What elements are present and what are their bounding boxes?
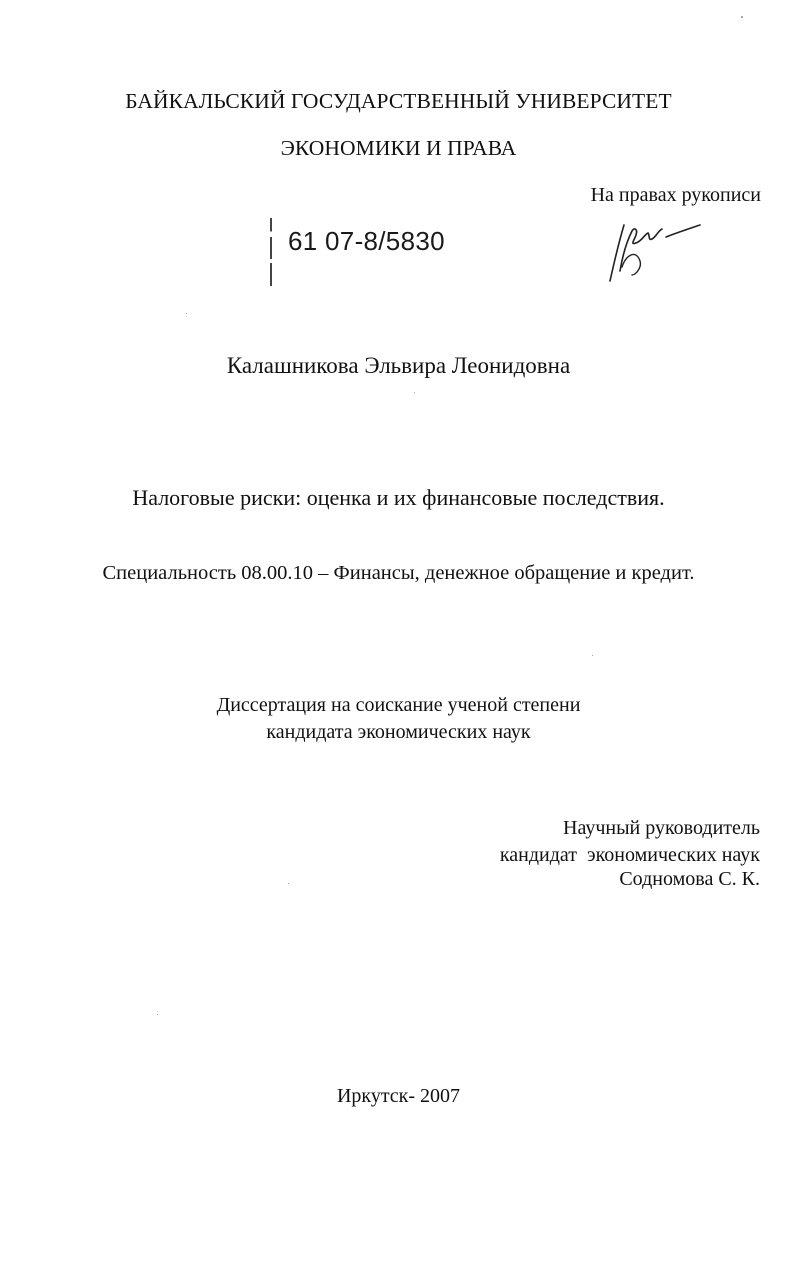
- advisor-degree: кандидат экономических наук: [499, 844, 760, 866]
- signature-icon: [596, 205, 706, 285]
- author-name: Калашникова Эльвира Леонидовна: [226, 353, 571, 378]
- scan-speck: [741, 16, 743, 18]
- degree-line-2: кандидата экономических наук: [266, 721, 531, 743]
- advisor-role: Научный руководитель: [563, 817, 760, 839]
- city-year: Иркутск- 2007: [336, 1085, 461, 1107]
- scan-speck: [157, 1014, 158, 1015]
- specialty-line: Специальность 08.00.10 – Финансы, денежное обращение и кредит.: [102, 562, 695, 584]
- degree-line-1: Диссертация на соискание ученой степени: [216, 694, 581, 716]
- university-name-line-1: БАЙКАЛЬСКИЙ ГОСУДАРСТВЕННЫЙ УНИВЕРСИТЕТ: [125, 89, 672, 113]
- scan-speck: [592, 655, 593, 656]
- scan-speck: [288, 883, 289, 884]
- dissertation-title: Налоговые риски: оценка и их финансовые последствия.: [132, 485, 665, 510]
- stamp-bar: [270, 218, 272, 286]
- advisor-name: Содномова С. К.: [619, 868, 760, 890]
- manuscript-rights-label: На правах рукописи: [590, 184, 761, 206]
- registration-stamp-code: 61 07-8/5830: [288, 226, 445, 256]
- scan-speck: [186, 313, 187, 314]
- university-name-line-2: ЭКОНОМИКИ И ПРАВА: [280, 136, 517, 160]
- scan-speck: [414, 392, 415, 393]
